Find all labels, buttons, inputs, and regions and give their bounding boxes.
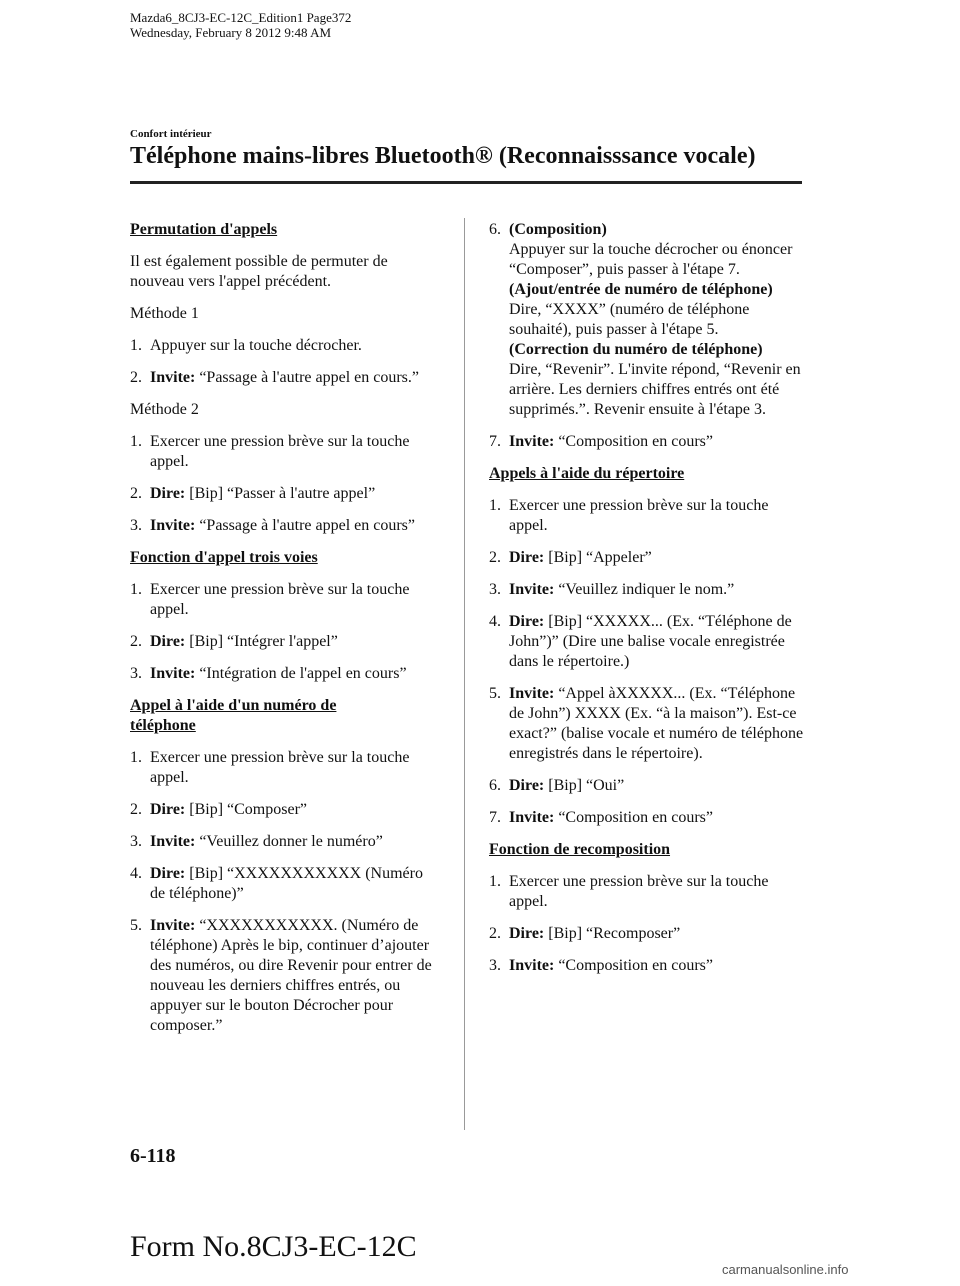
- left-column: [130, 220, 440, 1048]
- list-item: 2. Dire: [Bip] “Composer”: [130, 801, 307, 818]
- heading-numero: Appel à l'aide d'un numéro de téléphone: [130, 697, 337, 734]
- column-divider: [464, 218, 465, 1130]
- list-item: 5. Invite: “Appel àXXXXX... (Ex. “Téléphone de John”) XXXX (Ex. “à la maison”). Est-ce exact?” (balise vocale et numéro de téléphone enregistrés dans le répertoire).: [489, 685, 804, 762]
- title-rule: [130, 181, 802, 184]
- permutation-intro: Il est également possible de permuter de nouveau vers l'appel précédent.: [130, 253, 388, 290]
- list-item: 7. Invite: “Composition en cours”: [489, 809, 713, 826]
- methode-2-label: Méthode 2: [130, 401, 199, 418]
- list-item: 1. Exercer une pression brève sur la touche appel.: [130, 433, 410, 470]
- watermark: carmanualsonline.info: [722, 1262, 849, 1277]
- list-item: 2. Dire: [Bip] “Passer à l'autre appel”: [130, 485, 376, 502]
- list-item: 4. Dire: [Bip] “XXXXXXXXXXX (Numéro de téléphone)”: [130, 865, 423, 902]
- heading-trois-voies: Fonction d'appel trois voies: [130, 549, 318, 566]
- list-item-composition: 6. (Composition) Appuyer sur la touche décrocher ou énoncer “Composer”, puis passer à l'étape 7. (Ajout/entrée de numéro de téléphone) Dire, “XXXX” (numéro de téléphone souhaité), puis passer à l'étape 5. (Correction du numéro de téléphone) Dire, “Revenir”. L'invite répond, “Revenir en arrière. Les derniers chiffres entrés ont été supprimés.”. Revenir ensuite à l'étape 3.: [489, 221, 801, 418]
- list-item: 1. Exercer une pression brève sur la touche appel.: [489, 497, 769, 534]
- print-header-line1: Mazda6_8CJ3-EC-12C_Edition1 Page372: [130, 10, 352, 25]
- right-column: [489, 220, 807, 988]
- print-header: [130, 10, 351, 40]
- page-number: 6-118: [130, 1145, 176, 1167]
- section-label: Confort intérieur: [130, 128, 212, 140]
- list-item: 3. Invite: “Intégration de l'appel en cours”: [130, 665, 407, 682]
- list-item: 1. Exercer une pression brève sur la touche appel.: [489, 873, 769, 910]
- list-item: 4. Dire: [Bip] “XXXXX... (Ex. “Téléphone de John”)” (Dire une balise vocale enregistrée dans le répertoire.): [489, 613, 792, 670]
- list-item: 7. Invite: “Composition en cours”: [489, 433, 713, 450]
- list-item: 3. Invite: “Composition en cours”: [489, 957, 713, 974]
- methode-1-label: Méthode 1: [130, 305, 199, 322]
- heading-repertoire: Appels à l'aide du répertoire: [489, 465, 685, 482]
- heading-recomposition: Fonction de recomposition: [489, 841, 671, 858]
- form-number: Form No.8CJ3-EC-12C: [130, 1230, 417, 1263]
- page-title: Téléphone mains-libres Bluetooth® (Reconnaisssance vocale): [130, 143, 756, 169]
- list-item: 2. Dire: [Bip] “Recomposer”: [489, 925, 681, 942]
- list-item: 1. Appuyer sur la touche décrocher.: [130, 337, 362, 354]
- list-item: 3. Invite: “Passage à l'autre appel en cours”: [130, 517, 415, 534]
- list-item: 2. Dire: [Bip] “Intégrer l'appel”: [130, 633, 338, 650]
- list-item: 3. Invite: “Veuillez indiquer le nom.”: [489, 581, 735, 598]
- print-header-line2: Wednesday, February 8 2012 9:48 AM: [130, 25, 332, 40]
- list-item: 5. Invite: “XXXXXXXXXXX. (Numéro de téléphone) Après le bip, continuer d’ajouter des numéros, ou dire Revenir pour entrer de nouveau les derniers chiffres entrés, ou appuyer sur le bouton Décrocher pour composer.”: [130, 917, 432, 1034]
- list-item: 1. Exercer une pression brève sur la touche appel.: [130, 749, 410, 786]
- list-item: 2. Dire: [Bip] “Appeler”: [489, 549, 652, 566]
- list-item: 2. Invite: “Passage à l'autre appel en cours.”: [130, 369, 419, 386]
- list-item: 6. Dire: [Bip] “Oui”: [489, 777, 625, 794]
- heading-permutation: Permutation d'appels: [130, 221, 278, 238]
- list-item: 1. Exercer une pression brève sur la touche appel.: [130, 581, 410, 618]
- list-item: 3. Invite: “Veuillez donner le numéro”: [130, 833, 383, 850]
